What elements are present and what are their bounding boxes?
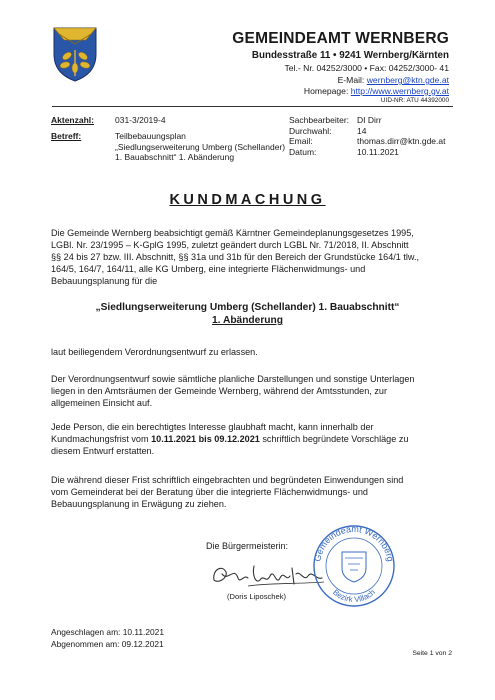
office-homepage-link[interactable]: http://www.wernberg.gv.at [350, 86, 449, 96]
municipal-crest-icon [52, 24, 98, 82]
einsicht-line-3: allgemeinen Einsicht auf. [51, 398, 153, 408]
signatory-name: (Doris Liposchek) [227, 592, 287, 601]
person-line-2 [51, 434, 448, 446]
einwendungen-line-3: Bebauungsplanung in Erwägung zu ziehen. [51, 499, 227, 509]
deadline-end-date: 09.12.2021 [214, 434, 260, 444]
person-line-2-start: Kundmachungsfrist vom [51, 434, 152, 444]
sachbearbeiter-label: Sachbearbeiter: [289, 115, 350, 125]
office-homepage-line [304, 86, 449, 96]
office-title: GEMEINDEAMT WERNBERG [232, 30, 449, 47]
official-seal-stamp [298, 520, 410, 608]
document-title: KUNDMACHUNG [169, 192, 326, 208]
office-uid: UID-NR: ATU 44392000 [380, 97, 449, 104]
deadline-bis: bis [196, 434, 215, 444]
paragraph-erlassen: laut beiliegendem Verordnungsentwurf zu erlassen. [51, 347, 258, 357]
header-divider [52, 106, 453, 107]
person-line-3: diesem Entwurf erstatten. [51, 446, 155, 456]
person-line-2-end: schriftlich begründete Vorschläge zu [259, 434, 409, 444]
einsicht-line-1: Der Verordnungsentwurf sowie sämtliche planliche Darstellungen und sonstige Unterlagen [51, 374, 415, 384]
deadline-start-date: 10.11.2021 [151, 434, 197, 444]
einsicht-line-2: liegen in den Amtsräumen der Gemeinde Wernberg, während der Amtsstunden, zur [51, 386, 387, 396]
posted-date: Angeschlagen am: 10.11.2021 [51, 627, 164, 637]
office-phone-fax: Tel.- Nr. 04252/3000 • Fax: 04252/3000- 41 [284, 63, 449, 73]
durchwahl-label: Durchwahl: [289, 125, 332, 136]
sachbearbeiter-value: DI Dirr [357, 115, 382, 125]
intro-line-1: Die Gemeinde Wernberg beabsichtigt gemäß Kärntner Gemeindeplanungsgesetzes 1995, [51, 228, 414, 238]
datum-value: 10.11.2021 [357, 146, 399, 157]
signature-label: Die Bürgermeisterin: [206, 541, 289, 551]
page-number: Seite 1 von 2 [412, 650, 452, 657]
aktenzahl-label: Aktenzahl: [51, 115, 94, 125]
intro-line-5: Bebauungsplanung für die [51, 276, 158, 286]
svg-text:Bezirk Villach: Bezirk Villach [331, 587, 377, 605]
homepage-label: Homepage: [303, 86, 349, 96]
office-email-line [338, 75, 449, 85]
intro-line-2: LGBl. Nr. 23/1995 – K-GplG 1995, zuletzt geändert durch LGBL Nr. 71/2018, II. Abschnitt [51, 240, 409, 250]
betreff-line-3: 1. Bauabschnitt“ 1. Abänderung [115, 152, 235, 163]
intro-line-4: 164/5, 164/7, 164/11, alle KG Umberg, eine integrierte Flächenwidmungs- und [51, 264, 366, 274]
plan-title: „Siedlungserweiterung Umberg (Schellander) 1. Bauabschnitt“ [95, 302, 400, 313]
einwendungen-line-1: Die während dieser Frist schriftlich eingebrachten und begründeten Einwendungen sind [51, 475, 404, 485]
svg-text:Gemeindeamt Wernberg: Gemeindeamt Wernberg [312, 523, 396, 563]
removed-date: Abgenommen am: 09.12.2021 [51, 639, 164, 649]
email-label: E-Mail: [337, 75, 365, 85]
contact-email-value: thomas.dirr@ktn.gde.at [357, 136, 446, 147]
betreff-line-2: „Siedlungserweiterung Umberg (Schellander) [115, 141, 286, 152]
office-address: Bundesstraße 11 • 9241 Wernberg/Kärnten [251, 50, 449, 61]
betreff-line-1: Teilbebauungsplan [115, 131, 186, 141]
contact-email-label: Email: [289, 136, 313, 147]
einwendungen-line-2: vom Gemeinderat bei der Beratung über die integrierte Flächenwidmungs- und [51, 487, 368, 497]
aktenzahl-value: 031-3/2019-4 [115, 115, 166, 125]
plan-subtitle: 1. Abänderung [212, 315, 283, 326]
durchwahl-value: 14 [357, 125, 367, 136]
person-line-1: Jede Person, die ein berechtigtes Interesse glaubhaft macht, kann innerhalb der [51, 422, 374, 432]
intro-line-3: §§ 24 bis 27 bzw. III. Abschnitt, §§ 31a und 31b für den Bereich der Grundstücke 164/1 tlw., [51, 252, 420, 262]
office-email-link[interactable]: wernberg@ktn.gde.at [366, 75, 449, 85]
betreff-label: Betreff: [51, 131, 82, 141]
datum-label: Datum: [289, 146, 317, 157]
